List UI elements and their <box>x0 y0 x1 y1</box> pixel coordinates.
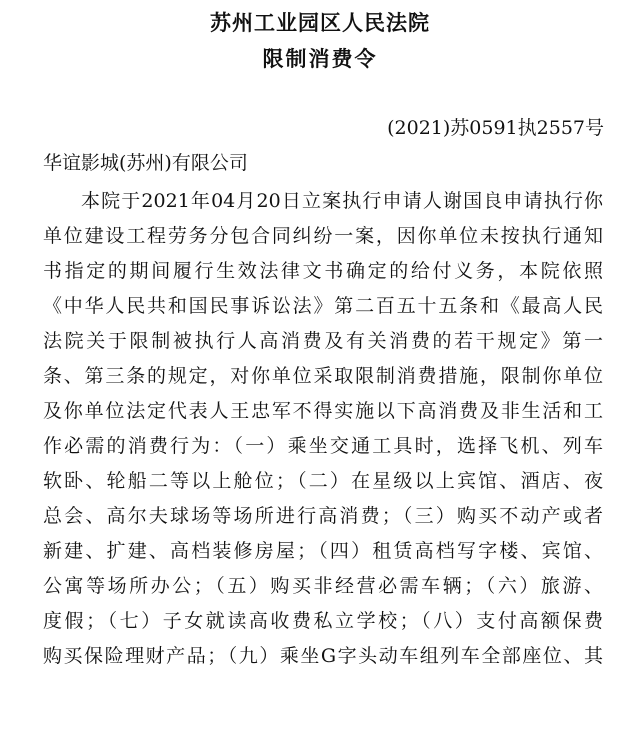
body-line: 《中华人民共和国民事诉讼法》第二百五十五条和《最高人民 <box>43 295 603 317</box>
body-line: 新建、扩建、高档装修房屋；（四）租赁高档写字楼、宾馆、 <box>43 540 603 562</box>
body-line: 软卧、轮船二等以上舱位；（二）在星级以上宾馆、酒店、夜 <box>43 470 603 492</box>
body-line: 书指定的期间履行生效法律文书确定的给付义务，本院依照 <box>43 260 603 282</box>
body-line: 本院于2021年04月20日立案执行申请人谢国良申请执行你 <box>81 190 603 212</box>
body-line: 总会、高尔夫球场等场所进行高消费；（三）购买不动产或者 <box>43 505 603 527</box>
body-line: 及你单位法定代表人王忠军不得实施以下高消费及非生活和工 <box>43 400 603 422</box>
court-name: 苏州工业园区人民法院 <box>210 11 430 35</box>
order-title: 限制消费令 <box>262 47 378 71</box>
body-line: 公寓等场所办公；（五）购买非经营必需车辆；（六）旅游、 <box>43 575 603 597</box>
body-line: 作必需的消费行为：（一）乘坐交通工具时，选择飞机、列车 <box>43 435 603 457</box>
body-line: 单位建设工程劳务分包合同纠纷一案，因你单位未按执行通知 <box>43 225 603 247</box>
body-text <box>43 184 603 674</box>
body-line: 度假；（七）子女就读高收费私立学校；（八）支付高额保费 <box>43 610 603 632</box>
body-line: 条、第三条的规定，对你单位采取限制消费措施，限制你单位 <box>43 365 603 387</box>
case-number: (2021)苏0591执2557号 <box>387 117 604 139</box>
body-line: 购买保险理财产品；（九）乘坐G字头动车组列车全部座位、其 <box>43 645 603 667</box>
body-line: 法院关于限制被执行人高消费及有关消费的若干规定》第一 <box>43 330 603 352</box>
recipient: 华谊影城(苏州)有限公司 <box>43 152 248 174</box>
